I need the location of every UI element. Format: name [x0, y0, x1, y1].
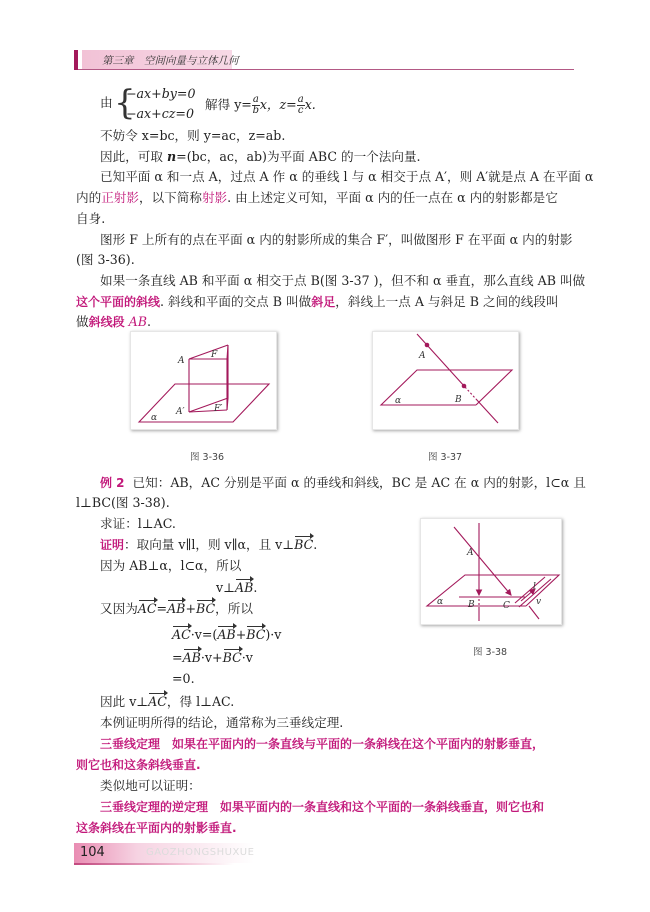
figure-3-37 — [372, 331, 519, 430]
term-orthographic-projection: 正射影 — [101, 190, 139, 205]
proof-line: =AB·v+BC·v — [172, 650, 253, 665]
paragraph-line: 如果一条直线 AB 和平面 α 相交于点 B(图 3-37 )，但不和 α 垂直，那么直线 AB 叫做 — [100, 273, 586, 288]
oblique-line-diagram — [373, 332, 518, 429]
eq-2: −ax+cz=0 — [126, 106, 194, 121]
svg-text:A: A — [178, 356, 185, 366]
proof-line: 又因为AC=AB+BC，所以 — [100, 601, 253, 616]
chapter-title: 第三章 空间向量与立体几何 — [102, 55, 239, 67]
example-given: 例 2 已知：AB，AC 分别是平面 α 的垂线和斜线，BC 是 AC 在 α 内的射影，l⊂α 且 — [100, 475, 586, 490]
term-oblique-line: 这个平面的斜线 — [76, 295, 161, 309]
svg-text:B: B — [468, 600, 475, 610]
proof-line: 因为 AB⊥α，l⊂α，所以 — [100, 558, 242, 573]
proof-line: =0. — [172, 671, 195, 686]
paragraph-line: 自身. — [76, 211, 106, 226]
figure-caption: 图 3-36 — [190, 452, 225, 463]
fraction-a-over-b: $\frac{a}{b}$ — [252, 94, 260, 116]
proof-conclusion: 本例证明所得的结论，通常称为三垂线定理. — [100, 715, 344, 730]
svg-text:α: α — [151, 413, 158, 423]
header-tab — [82, 50, 239, 70]
paragraph-line: (图 3-36). — [76, 252, 135, 267]
paragraph-line: 内的正射影，以下简称射影. 由上述定义可知，平面 α 内的任一点在 α 内的射影都是它 — [76, 190, 558, 205]
text-line: 类似地可以证明： — [100, 778, 201, 793]
svg-text:F: F — [211, 350, 218, 360]
svg-text:C: C — [503, 601, 510, 611]
page-number: 104 — [80, 845, 105, 860]
svg-text:B: B — [455, 395, 462, 405]
svg-text:v: v — [536, 597, 542, 607]
svg-text:F′: F′ — [214, 404, 223, 414]
svg-text:α: α — [437, 597, 444, 607]
term-oblique-foot: 斜足 — [311, 295, 336, 309]
eq-prefix: 由 — [100, 95, 113, 110]
text-line: 不妨令 x=bc，则 y=ac，z=ab. — [100, 128, 286, 143]
proof-line: AC·v=(AB+BC)·v — [172, 627, 282, 642]
proof-label: 证明 — [100, 538, 125, 552]
proof-line: 因此 v⊥AC，得 l⊥AC. — [100, 694, 235, 709]
text-line: 因此，可取 n=(bc，ac，ab)为平面 ABC 的一个法向量. — [100, 149, 421, 164]
prism-projection-diagram — [131, 332, 276, 429]
term-projection: 射影 — [201, 190, 228, 205]
proof-line: v⊥AB. — [216, 580, 258, 595]
theorem-line: 三垂线定理 如果在平面内的一条直线与平面的一条斜线在这个平面内的射影垂直， — [100, 737, 545, 751]
proof-line: 证明：取向量 v∥l，则 v∥α，且 v⊥BC. — [100, 537, 318, 552]
figure-3-38 — [420, 518, 562, 625]
chapter-header — [74, 50, 574, 70]
footer-watermark: GAOZHONGSHUXUE — [146, 847, 255, 858]
svg-text:α: α — [395, 396, 402, 406]
eq-solution: 解得 y= $\frac{a}{b}$ x，z= $\frac{a}{c}$ x. — [205, 94, 316, 116]
example-label: 例 2 — [100, 476, 125, 490]
page-footer — [74, 843, 254, 867]
paragraph-line: 图形 F 上所有的点在平面 α 内的射影所成的集合 F′，叫做图形 F 在平面 α 内的射影 — [100, 232, 573, 247]
paragraph-line: 这个平面的斜线. 斜线和平面的交点 B 叫做斜足，斜线上一点 A 与斜足 B 之间的线段叫 — [76, 294, 559, 309]
term-oblique-segment: 斜线段 — [88, 315, 125, 329]
header-rule — [78, 69, 574, 70]
three-perpendiculars-diagram — [421, 519, 561, 624]
paragraph-line: 已知平面 α 和一点 A，过点 A 作 α 的垂线 l 与 α 相交于点 A′，则 A′就是点 A 在平面 α — [100, 169, 594, 184]
svg-text:A: A — [419, 351, 426, 361]
theorem-line: 这条斜线在平面内的射影垂直. — [76, 821, 237, 835]
figure-caption: 图 3-38 — [473, 647, 508, 658]
svg-text:A′: A′ — [176, 407, 185, 417]
theorem-line: 则它也和这条斜线垂直. — [76, 758, 201, 772]
brace: { — [114, 83, 136, 123]
theorem-name: 三垂线定理 — [100, 737, 161, 751]
svg-text:l: l — [533, 582, 536, 592]
header-accent-bar — [74, 50, 78, 70]
eq-1: −ax+by=0 — [126, 86, 196, 101]
example-given-cont: l⊥BC(图 3-38). — [76, 495, 170, 510]
svg-text:A: A — [467, 548, 474, 558]
theorem-line: 三垂线定理的逆定理 如果平面内的一条直线和这个平面的一条斜线垂直，则它也和 — [100, 800, 545, 814]
fraction-a-over-c: $\frac{a}{c}$ — [297, 94, 304, 116]
example-prove: 求证：l⊥AC. — [100, 516, 176, 531]
figure-caption: 图 3-37 — [428, 452, 463, 463]
footer-rule — [74, 863, 234, 865]
figure-3-36 — [130, 331, 277, 430]
theorem-name: 三垂线定理的逆定理 — [100, 800, 209, 814]
paragraph-line: 做斜线段 AB. — [76, 314, 151, 329]
